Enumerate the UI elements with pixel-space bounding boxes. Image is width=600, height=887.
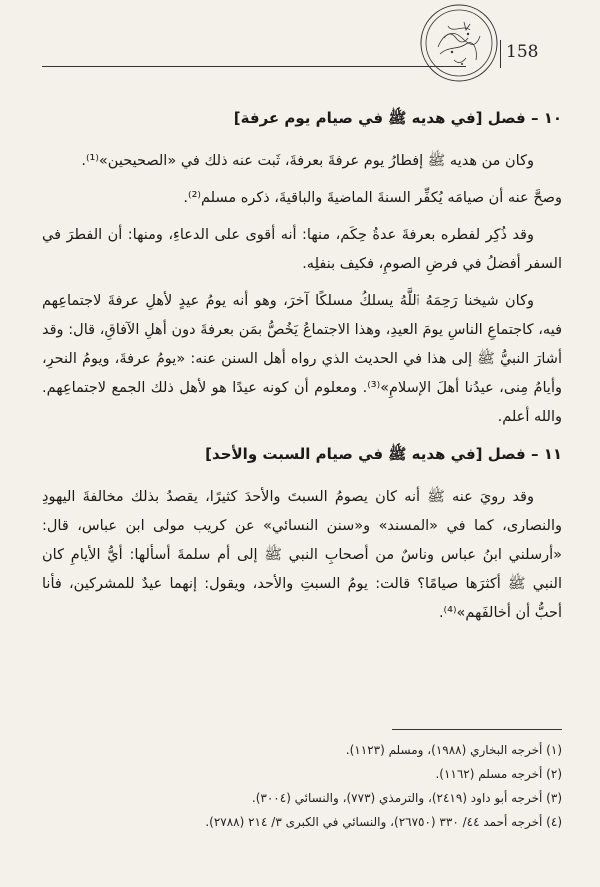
- footnote: (٢) أخرجه مسلم (١١٦٢).: [435, 767, 562, 781]
- section-heading: ١١ – فصل [في هديه ﷺ في صيام السبت والأحد]: [205, 445, 562, 463]
- paragraph: وكان شيخنا رَحِمَهُ ٱللَّهُ يسلكُ مسلكًا آخرَ، وهو أنه يومُ عيدٍ لأهلِ عرفةَ لاجتماعِهم فيه، كاجتماعِ الناسِ يومَ العيدِ، وهذا الاجتماعُ يَخُصُّ بمَن بعرفةَ دون أهلِ الآفاقِ، قال: وقد أشارَ النبيُّ ﷺ إلى هذا في الحديث الذي رواه أهل السنن عنه: «يومُ عرفةَ، ويومُ النحرِ، وأيامُ مِنى، عيدُنا أهلَ الإسلامِ»⁽³⁾. ومعلوم أن كونه عيدًا هو لأهل ذلك الجمع لاجتماعِهم. والله أعلم.: [42, 293, 562, 425]
- paragraph: وقد ذُكِر لفطره بعرفةَ عدةُ حِكَم، منها: أنه أقوى على الدعاءِ، ومنها: أن الفطرَ في السفر أفضلُ في فرضِ الصومِ، فكيف بنفلِه.: [42, 227, 562, 272]
- paragraph: وقد رويَ عنه ﷺ أنه كان يصومُ السبتَ والأحدَ كثيرًا، يقصدُ بذلك مخالفةَ اليهودِ والنصارى، كما في «المسند» و«سنن النسائي» عن كريب مولى ابن عباس، قال: «أرسلني ابنُ عباس وناسٌ من أصحابِ النبي ﷺ إلى أم سلمةَ أسألها: أيُّ الأيامِ كان النبي ﷺ أكثرَها صيامًا؟ قالت: يومُ السبتِ والأحد، ويقول: إنهما عيدٌ للمشركين، فأنا أحبُّ أن أخالفَهم»⁽⁴⁾.: [42, 489, 562, 621]
- footnote: (١) أخرجه البخاري (١٩٨٨)، ومسلم (١١٢٣).: [345, 743, 562, 757]
- footnote-rule: [392, 729, 562, 730]
- header-rule: [42, 66, 466, 67]
- page-header: [0, 0, 600, 110]
- calligraphic-seal-icon: [418, 2, 500, 84]
- footnote: (٣) أخرجه أبو داود (٢٤١٩)، والترمذي (٧٧٣)، والنسائي (٣٠٠٤).: [251, 791, 562, 805]
- main-text: [42, 104, 562, 636]
- footnote: (٤) أخرجه أحمد ٤٤/ ٣٣٠ (٢٦٧٥٠)، والنسائي في الكبرى ٣/ ٢١٤ (٢٧٨٨).: [205, 815, 562, 829]
- footnotes: [42, 738, 562, 834]
- paragraph: وصحَّ عنه أن صيامَه يُكفِّر السنةَ الماضيةَ والباقيةَ، ذكره مسلم⁽²⁾.: [183, 190, 562, 206]
- page-number: 158: [506, 42, 539, 62]
- paragraph: وكان من هديه ﷺ إفطارُ يوم عرفةَ بعرفةَ، ثَبت عنه ذلك في «الصحيحين»⁽¹⁾.: [81, 153, 534, 169]
- section-heading: ١٠ – فصل [في هديه ﷺ في صيام يوم عرفة]: [233, 109, 562, 127]
- header-separator: [500, 40, 501, 68]
